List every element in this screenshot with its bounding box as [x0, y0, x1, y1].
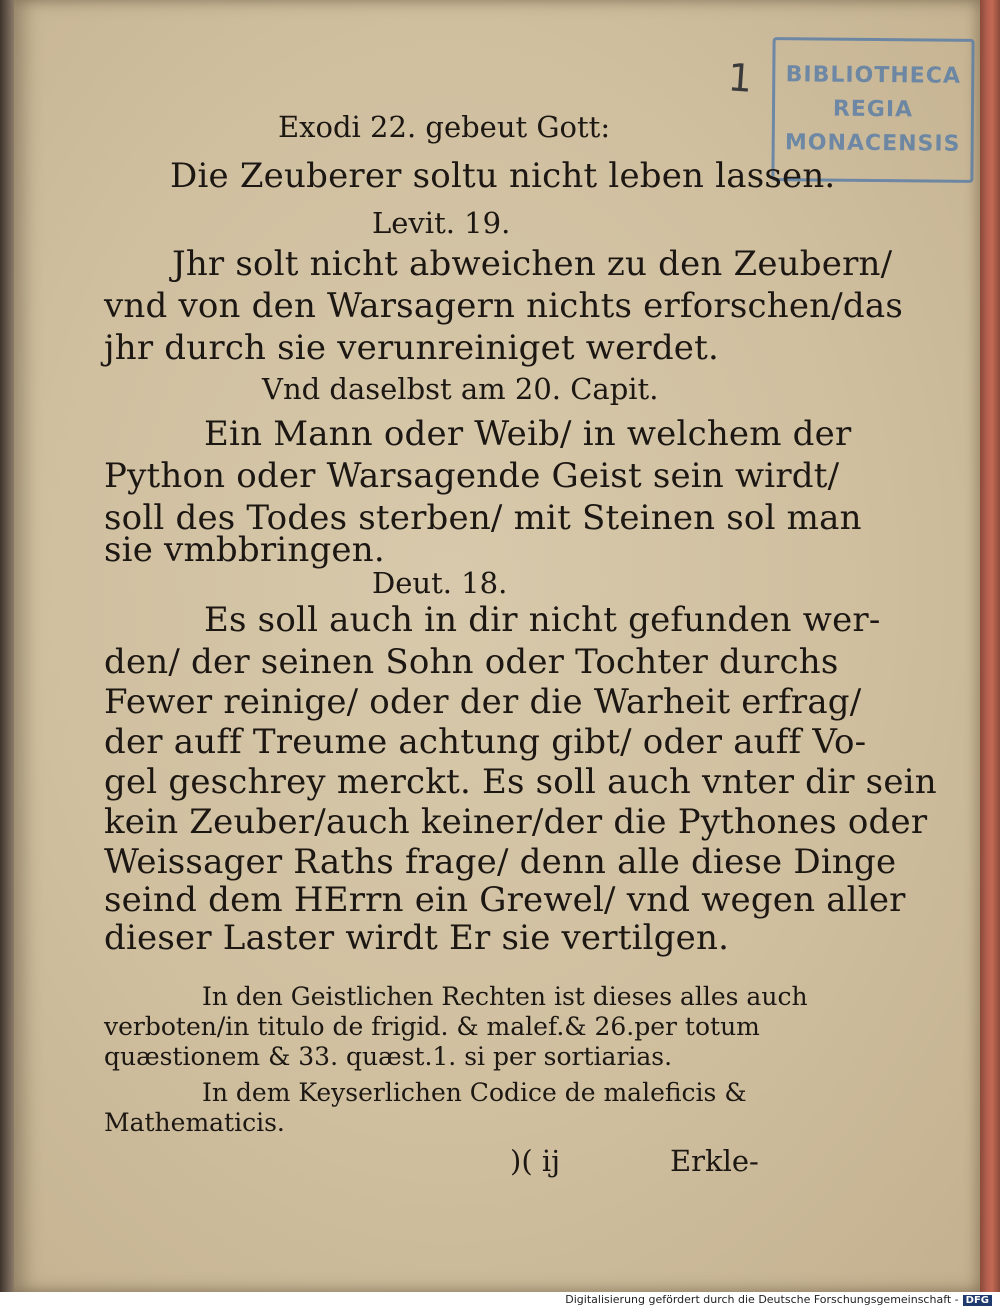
- verse-deut-line-9: dieser Laster wirdt Er sie vertilgen.: [104, 918, 730, 958]
- verse-capit-line-2: Python oder Warsagende Geist sein wirdt/: [104, 456, 840, 496]
- verse-levit-line-2: vnd von den Warsagern nichts erforschen/das: [104, 286, 903, 326]
- verse-exodi: Die Zeuberer soltu nicht leben lassen.: [170, 156, 836, 196]
- verse-capit-line-3: soll des Todes sterben/ mit Steinen sol man: [104, 498, 862, 538]
- note-codex-line-1: In dem Keyserlichen Codice de maleficis &: [202, 1078, 747, 1107]
- book-spine: [0, 0, 14, 1292]
- verse-deut-line-7: Weissager Raths frage/ denn alle diese Dinge: [104, 842, 897, 882]
- note-canon-law-line-2: verboten/in titulo de frigid. & malef.& 26.per totum: [104, 1012, 760, 1041]
- verse-deut-line-1: Es soll auch in dir nicht gefunden wer-: [204, 600, 881, 640]
- folio-number: 1: [726, 55, 754, 101]
- signature-mark: )( ij: [510, 1144, 561, 1178]
- heading-capit: Vnd daselbst am 20. Capit.: [262, 372, 659, 406]
- verse-deut-line-8: seind dem HErrn ein Grewel/ vnd wegen aller: [104, 880, 906, 920]
- note-canon-law-line-3: quæstionem & 33. quæst.1. si per sortiarias.: [104, 1042, 673, 1071]
- catchword: Erkle-: [670, 1144, 759, 1178]
- stamp-line-1: BIBLIOTHECA: [785, 62, 962, 89]
- verse-deut-line-4: der auff Treume achtung gibt/ oder auff Vo-: [104, 722, 867, 762]
- verse-deut-line-3: Fewer reinige/ oder der die Warheit erfrag/: [104, 682, 862, 722]
- heading-exodi: Exodi 22. gebeut Gott:: [278, 110, 611, 144]
- footer-credit-text: Digitalisierung gefördert durch die Deutsche Forschungsgemeinschaft -: [565, 1293, 959, 1306]
- stamp-line-2: REGIA: [832, 96, 914, 123]
- verse-levit-line-3: jhr durch sie verunreiniget werdet.: [104, 328, 719, 368]
- verse-capit-line-4: sie vmbbringen.: [104, 530, 385, 570]
- note-canon-law-line-1: In den Geistlichen Rechten ist dieses alles auch: [202, 982, 808, 1011]
- note-codex-line-2: Mathematicis.: [104, 1108, 285, 1137]
- heading-levit: Levit. 19.: [372, 206, 511, 240]
- red-page-edge: [980, 0, 1000, 1292]
- verse-deut-line-2: den/ der seinen Sohn oder Tochter durchs: [104, 642, 839, 682]
- dfg-logo: DFG: [963, 1295, 992, 1306]
- verse-levit-line-1: Jhr solt nicht abweichen zu den Zeubern/: [172, 244, 893, 284]
- heading-deut: Deut. 18.: [372, 566, 508, 600]
- footer-credit: [565, 1293, 992, 1306]
- verse-deut-line-6: kein Zeuber/auch keiner/der die Pythones oder: [104, 802, 928, 842]
- verse-deut-line-5: gel geschrey merckt. Es soll auch vnter dir sein: [104, 762, 937, 802]
- verse-capit-line-1: Ein Mann oder Weib/ in welchem der: [204, 414, 852, 454]
- stamp-line-3: MONACENSIS: [784, 130, 961, 157]
